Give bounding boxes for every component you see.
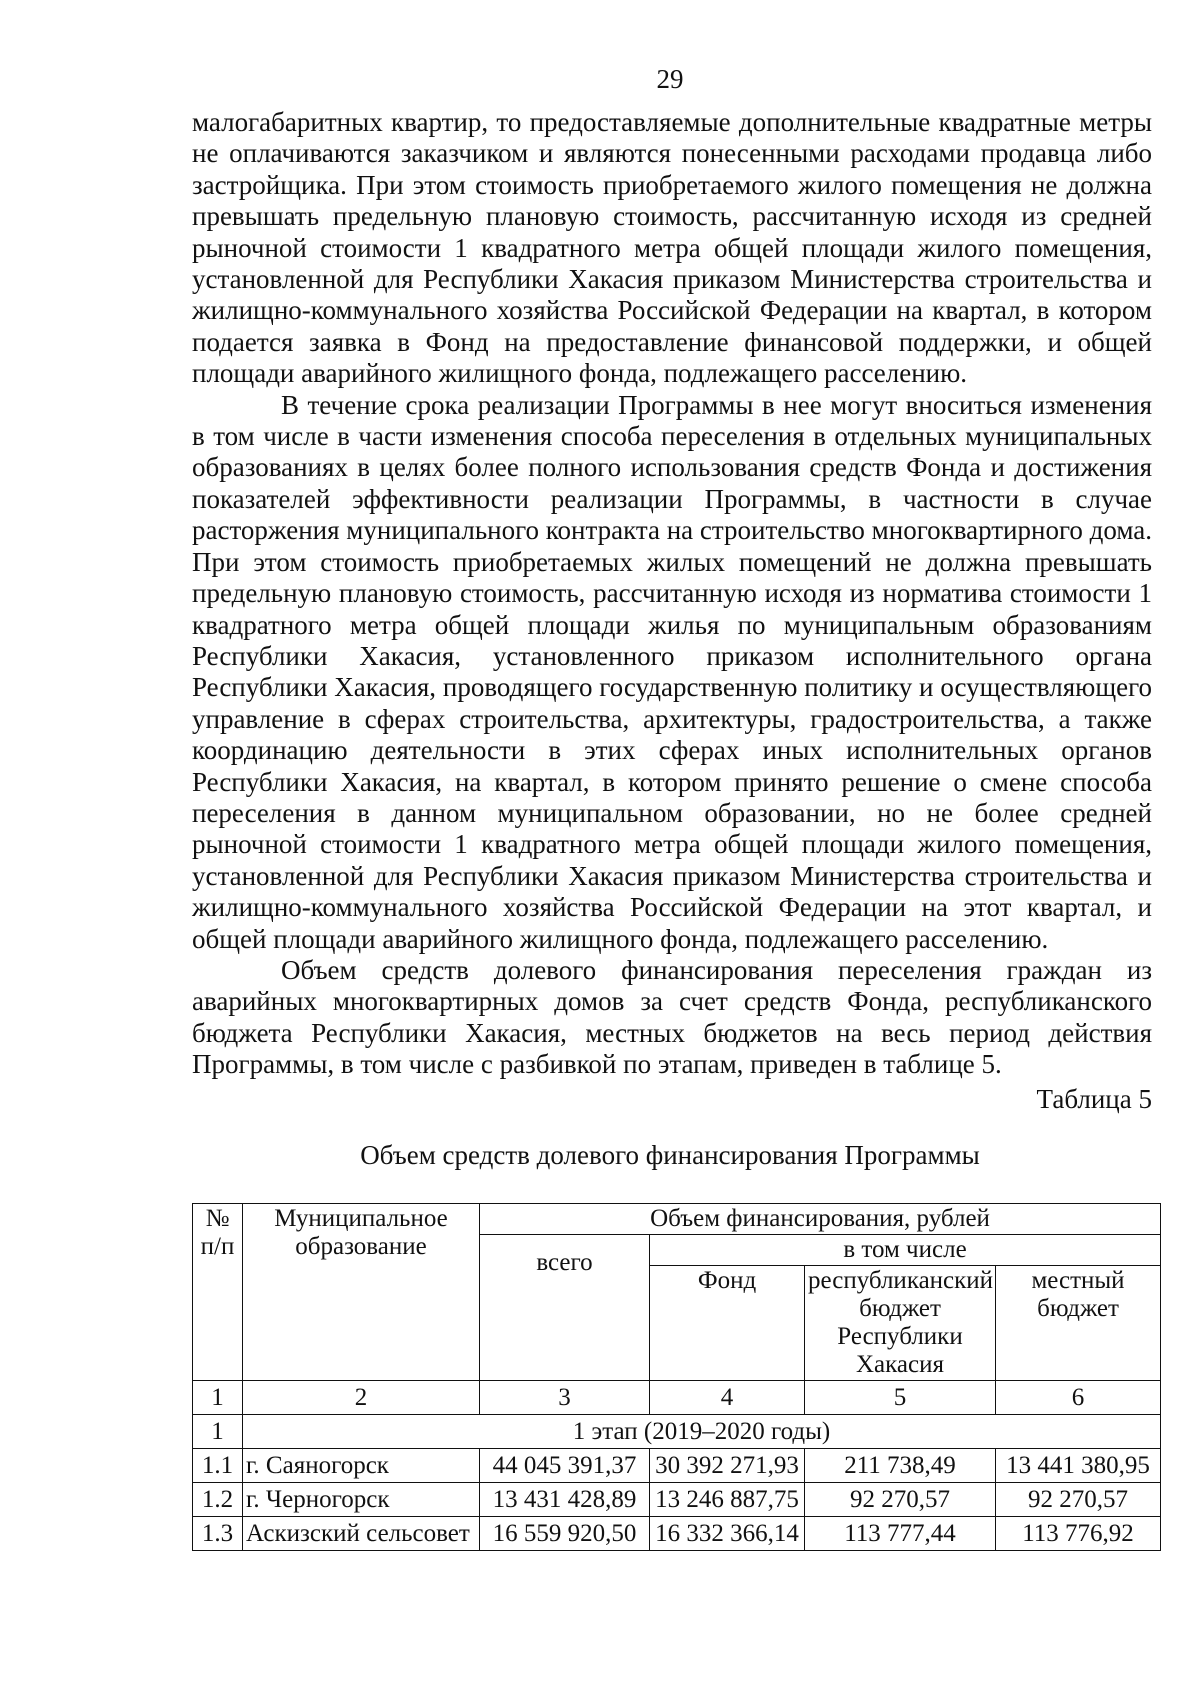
table-row xyxy=(193,1483,1161,1517)
stage-num: 1 xyxy=(193,1415,243,1449)
row-republic-budget: 211 738,49 xyxy=(805,1449,996,1483)
stage-label: 1 этап (2019–2020 годы) xyxy=(243,1415,1161,1449)
header-num: № п/п xyxy=(193,1204,243,1381)
table-header-row xyxy=(193,1204,1161,1235)
column-number: 2 xyxy=(243,1381,480,1415)
column-number: 6 xyxy=(996,1381,1161,1415)
row-republic-budget: 113 777,44 xyxy=(805,1517,996,1551)
row-fund: 30 392 271,93 xyxy=(650,1449,805,1483)
header-local-budget: местный бюджет xyxy=(996,1266,1161,1381)
row-republic-budget: 92 270,57 xyxy=(805,1483,996,1517)
header-volume: Объем финансирования, рублей xyxy=(480,1204,1161,1235)
table-label: Таблица 5 xyxy=(1036,1084,1152,1114)
paragraph: малогабаритных квартир, то предоставляемые дополнительные квадратные метры не оплачиваются заказчиком и являются понесенными расходами продавца либо застройщика. При этом стоимость приобретаемого жилого помещения не должна превышать предельную плановую стоимость, рассчитанную исходя из средней рыночной стоимости 1 квадратного метра общей площади жилого помещения, установленной для Республики Хакасия приказом Министерства строительства и жилищно-коммунального хозяйства Российской Федерации на квартал, в котором подается заявка в Фонд на предоставление финансовой поддержки, и общей площади аварийного жилищного фонда, подлежащего расселению. xyxy=(192,107,1152,389)
row-municipality: Аскизский сельсовет xyxy=(243,1517,480,1551)
header-fund: Фонд xyxy=(650,1266,805,1381)
column-number: 4 xyxy=(650,1381,805,1415)
row-municipality: г. Саяногорск xyxy=(243,1449,480,1483)
page-number: 29 xyxy=(656,64,684,94)
row-total: 13 431 428,89 xyxy=(480,1483,650,1517)
header-municipality: Муниципальное образование xyxy=(243,1204,480,1381)
header-republic-budget: республиканский бюджет Республики Хакасия xyxy=(805,1266,996,1381)
stage-row xyxy=(193,1415,1161,1449)
row-num: 1.1 xyxy=(193,1449,243,1483)
funding-table xyxy=(192,1203,1161,1551)
paragraph: В течение срока реализации Программы в нее могут вноситься изменения в том числе в части изменения способа переселения в отдельных муниципальных образованиях в целях более полного использования средств Фонда и достижения показателей эффективности реализации Программы, в частности в случае расторжения муниципального контракта на строительство многоквартирного дома. При этом стоимость приобретаемых жилых помещений не должна превышать предельную плановую стоимость, рассчитанную исходя из норматива стоимости 1 квадратного метра общей площади жилья по муниципальным образованиям Республики Хакасия, установленного приказом исполнительного органа Республики Хакасия, проводящего государственную политику и осуществляющего управление в сферах строительства, архитектуры, градостроительства, а также координацию деятельности в этих сферах иных исполнительных органов Республики Хакасия, на квартал, в котором принято решение о смене способа переселения в данном муниципальном образовании, но не более средней рыночной стоимости 1 квадратного метра общей площади жилого помещения, установленной для Республики Хакасия приказом Министерства строительства и жилищно-коммунального хозяйства Российской Федерации на этот квартал, и общей площади аварийного жилищного фонда, подлежащего расселению. xyxy=(192,389,1152,954)
row-total: 44 045 391,37 xyxy=(480,1449,650,1483)
row-fund: 16 332 366,14 xyxy=(650,1517,805,1551)
column-number: 3 xyxy=(480,1381,650,1415)
row-municipality: г. Черногорск xyxy=(243,1483,480,1517)
row-total: 16 559 920,50 xyxy=(480,1517,650,1551)
header-including: в том числе xyxy=(650,1235,1161,1266)
paragraph: Объем средств долевого финансирования переселения граждан из аварийных многоквартирных домов за счет средств Фонда, республиканского бюджета Республики Хакасия, местных бюджетов на весь период действия Программы, в том числе с разбивкой по этапам, приведен в таблице 5. xyxy=(192,954,1152,1080)
table-row xyxy=(193,1517,1161,1551)
row-num: 1.2 xyxy=(193,1483,243,1517)
column-number: 1 xyxy=(193,1381,243,1415)
row-num: 1.3 xyxy=(193,1517,243,1551)
row-fund: 13 246 887,75 xyxy=(650,1483,805,1517)
row-local-budget: 13 441 380,95 xyxy=(996,1449,1161,1483)
column-numbers-row xyxy=(193,1381,1161,1415)
row-local-budget: 113 776,92 xyxy=(996,1517,1161,1551)
header-total: всего xyxy=(480,1235,650,1381)
row-local-budget: 92 270,57 xyxy=(996,1483,1161,1517)
table-row xyxy=(193,1449,1161,1483)
column-number: 5 xyxy=(805,1381,996,1415)
table-title: Объем средств долевого финансирования Программы xyxy=(360,1140,980,1170)
body-text xyxy=(192,107,1152,1081)
